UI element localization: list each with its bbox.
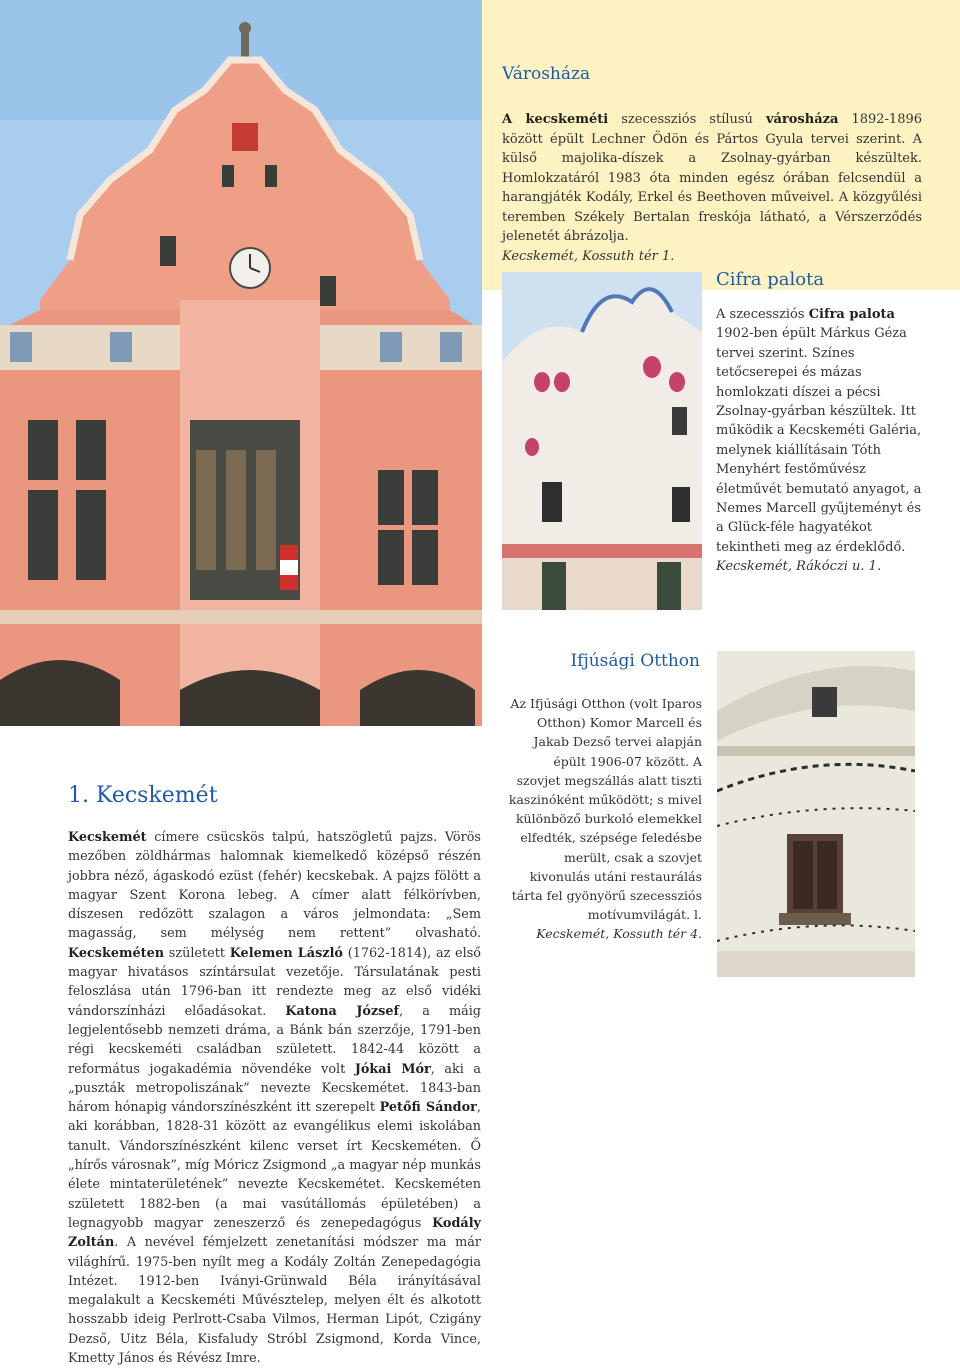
cifra-palota-title: Cifra palota	[716, 269, 825, 290]
cifra-palota-address: Kecskemét, Rákóczi u. 1.	[716, 559, 882, 575]
varoshaza-photo	[0, 0, 482, 726]
kecskemet-description	[68, 828, 481, 1368]
kecskemet-title: 1. Kecskemét	[68, 783, 218, 808]
ifjusagi-otthon-title: Ifjúsági Otthon	[570, 651, 700, 671]
cifra-palota-photo	[502, 272, 702, 610]
varoshaza-description	[502, 110, 922, 266]
cifra-palota-paragraph: A szecessziós Cifra palota 1902-ben épült Márkus Géza tervei szerint. Színes tetőcserepei és mázas homlokzati díszei a pécsi Zsolnay-gyárban készültek. Itt működik a Kecskeméti Galéria, melynek kiállításain Tóth Menyhért festőművész életművét bemutató anyagot, a Nemes Marcell gyűjteményt és a Glück-féle hagyatékot tekintheti meg az érdeklődő.	[716, 307, 922, 555]
ifjusagi-otthon-paragraph: Az Ifjúsági Otthon (volt Iparos Otthon) Komor Marcell és Jakab Dezső tervei alapján épült 1906-07 között. A szovjet megszállás alatt tiszti kaszinóként működött; s mivel különböző burkoló elemekkel elfedték, szépsége feledésbe merült, csak a szovjet kivonulás utáni restaurálás tárta fel gyönyörű szecessziós motívumvilágát. l.	[508, 696, 702, 923]
varoshaza-title: Városháza	[502, 64, 591, 84]
varoshaza-address: Kecskemét, Kossuth tér 1.	[502, 248, 675, 264]
varoshaza-paragraph: A kecskeméti szecessziós stílusú városháza 1892-1896 között épült Lechner Ödön és Pártos Gyula tervei szerint. A külső majolika-díszek a Zsolnay-gyárban készültek. Homlokzatáról 1983 óta minden egész órában felcsendül a harangjáték Kodály, Erkel és Beethoven műveivel. A közgyűlési teremben Székely Bertalan freskója látható, a Vérszerződés jelenetét ábrázolja.	[502, 112, 923, 244]
cifra-palota-description	[716, 305, 928, 577]
ifjusagi-otthon-photo	[717, 651, 915, 977]
ifjusagi-otthon-description	[506, 694, 702, 944]
ifjusagi-otthon-address: Kecskemét, Kossuth tér 4.	[536, 926, 702, 942]
kecskemet-paragraph: Kecskemét címere csücskös talpú, hatszögletű pajzs. Vörös mezőben zöldhármas halomnak kiemelkedő középső részén jobbra néző, ágaskodó ezüst (fehér) kecskebak. A pajzs fölött a magyar Szent Korona lebeg. A címer alatt félkörívben, díszesen redőzött szalagon a város jelmondata: „Sem magasság, sem mélység nem rettent” olvasható. Kecskeméten született Kelemen László (1762-1814), az első magyar hivatásos színtársulat vezetője. Társulatának pesti feloszlása után 1796-ban itt rendezte meg az első vidéki vándorszínházi előadásokat. Katona József, a máig legjelentősebb nemzeti dráma, a Bánk bán szerzője, 1791-ben régi kecskeméti családban született. 1842-44 között a református jogakadémia növendéke volt Jókai Mór, aki a „puszták metropoliszának” nevezte Kecskemétet. 1843-ban három hónapig vándorszínészként itt szerepelt Petőfi Sándor, aki korábban, 1828-31 között az evangélikus elemi iskolában tanult. Vándorszínészként kilenc verset írt Kecskeméten. Ő „hírős városnak”, míg Móricz Zsigmond „a magyar nép munkás élete mintaterületének” nevezte Kecskemétet. Kecskeméten született 1882-ben (a mai vasútállomás épületében) a legnagyobb magyar zeneszerző és zenepedagógus Kodály Zoltán. A nevével fémjelzett zenetanítási módszer ma már világhírű. 1975-ben nyílt meg a Kodály Zoltán Zenepedagógia Intézet. 1912-ben Iványi-Grünwald Béla irányításával megalakult a Kecskeméti Művésztelep, melyen élt és alkotott hosszabb ideig Perlrott-Csaba Vilmos, Herman Lipót, Czigány Dezső, Uitz Béla, Kisfaludy Stróbl Zsigmond, Korda Vince, Kmetty János és Révész Imre.	[68, 830, 482, 1367]
